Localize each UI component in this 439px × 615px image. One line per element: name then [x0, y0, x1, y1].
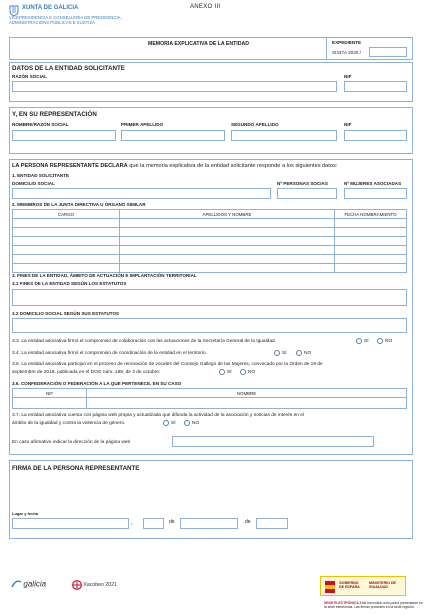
table-header-row — [13, 210, 407, 219]
s3-title: 3. FINES DE LA ENTIDAD, ÁMBITO DE ACTUACIÓN E IMPLANTACIÓN TERRITORIAL — [12, 273, 197, 278]
xacobeo-cross-icon — [72, 580, 82, 590]
escudo-espana-icon — [324, 580, 336, 594]
footer-note — [324, 601, 434, 610]
ministerio-text: MINISTERIO DE IGUALDAD — [369, 581, 396, 590]
s33-si-label: SÍ — [364, 339, 369, 344]
s37-text-line1: 3.7. La entidad asociativa cuenta con página web propia y actualizada que difunda la actividad de la asociación y noticias de interés en el — [12, 413, 305, 418]
col-fecha: FECHA NOMBRAMIENTO — [335, 210, 407, 219]
gobierno-logo — [320, 576, 406, 596]
s33-no-label: NO — [385, 339, 393, 344]
table-row[interactable] — [13, 219, 407, 228]
gobierno-text: GOBIERNO DE ESPAÑA — [339, 581, 360, 590]
representacion-nif-label: NIF — [344, 122, 352, 127]
entidad-nif-field[interactable] — [344, 81, 407, 92]
entidad-title: DATOS DE LA ENTIDAD SOLICITANTE — [12, 65, 125, 72]
de-label-2: de — [245, 519, 251, 525]
nombre-label: NOMBRE/RAZÓN SOCIAL — [12, 122, 69, 127]
razon-social-field[interactable] — [12, 81, 337, 92]
primer-apellido-field[interactable] — [121, 130, 225, 141]
s37-no-label: NO — [192, 421, 200, 426]
col-cargo: CARGO — [13, 210, 120, 219]
s34-no-radio[interactable] — [296, 350, 302, 356]
expediente-label: EXPEDIENTE — [332, 40, 362, 45]
nombre-field[interactable] — [12, 130, 116, 141]
segundo-apellido-field[interactable] — [231, 130, 337, 141]
s35-text-line1: 3.5. La entidad asociativa participó en el proceso de renovación de vocales del Consejo Gallego de las Mujeres, convocado por la Orden de 19 de — [12, 362, 323, 367]
table-row[interactable] — [13, 398, 407, 409]
table-row[interactable] — [13, 264, 407, 273]
firma-title: FIRMA DE LA PERSONA REPRESENTANTE — [12, 465, 140, 472]
representacion-title: Y, EN SU REPRESENTACIÓN — [12, 111, 97, 118]
logo-title: XUNTA DE GALICIA — [22, 5, 79, 11]
s35-si-radio[interactable] — [219, 369, 225, 375]
s35-text-line2: septiembre de 2018, publicada en el DOG núm. 189, de 3 de octubre: — [12, 370, 161, 375]
s32-title: 3.2 DOMICILIO SOCIAL SEGÚN SUS ESTATUTOS — [12, 311, 120, 316]
sede-electronica-label: SEDE ELECTRÓNICA — [324, 601, 359, 605]
personas-socias-field[interactable] — [277, 188, 337, 199]
table-row[interactable] — [13, 237, 407, 246]
col-apellidos: APELLIDOS Y NOMBRE — [120, 210, 335, 219]
s2-title: 2. MIEMBROS DE LA JUNTA DIRECTIVA U ÓRGANO SIMILAR — [12, 202, 146, 207]
s36-title: 3.6. CONFEDERACIÓN O FEDERACIÓN A LA QUE PERTENECE, EN SU CASO — [12, 381, 182, 386]
table-row[interactable] — [13, 255, 407, 264]
col-nombre: NOMBRE — [87, 389, 407, 398]
comma-label: , — [131, 520, 133, 526]
federacion-table — [12, 388, 407, 409]
de-label-1: de — [169, 519, 175, 525]
s33-si-radio[interactable] — [356, 338, 362, 344]
logo-subtitle-2: ADMINISTRACIÓNS PÚBLICAS E XUSTIZA — [9, 20, 95, 25]
mujeres-asociadas-label: Nº MUJERES ASOCIADAS — [344, 181, 402, 186]
logo-subtitle-1: VICEPRESIDENCIA E CONSELLERÍA DE PRESIDENCIA, — [9, 15, 122, 20]
xacobeo-text: Xacobeo 2021 — [83, 582, 117, 588]
mujeres-asociadas-field[interactable] — [344, 188, 407, 199]
razon-social-label: RAZÓN SOCIAL — [12, 74, 47, 79]
footer-note-line1: Este formulario sólo podrá presentarse en — [359, 601, 423, 605]
s35-no-radio[interactable] — [240, 369, 246, 375]
fines-field[interactable] — [12, 289, 407, 306]
web-label: En caso afirmativo indicar la dirección de la página web — [12, 440, 131, 445]
s34-si-label: SÍ — [282, 351, 287, 356]
s37-no-radio[interactable] — [184, 420, 190, 426]
s33-no-radio[interactable] — [377, 338, 383, 344]
lugar-field[interactable] — [12, 518, 129, 529]
s35-no-label: NO — [248, 370, 256, 375]
s1-title: 1. ENTIDAD SOLICITANTE — [12, 173, 70, 178]
s37-si-radio[interactable] — [163, 420, 169, 426]
s35-si-label: SÍ — [227, 370, 232, 375]
domicilio-social-label: DOMICILIO SOCIAL — [12, 181, 55, 186]
annex-label: ANEXO III — [190, 4, 221, 10]
entidad-nif-label: NIF — [344, 74, 352, 79]
galicia-logo-text: galicia — [23, 579, 47, 589]
s33-text: 3.3. La entidad asociativa firmó el compromiso de colaboración con las actuaciones de la Secretaría General de la Igualdad. — [12, 339, 276, 344]
domicilio-estatutos-field[interactable] — [12, 318, 407, 333]
anio-field[interactable] — [256, 518, 288, 529]
document-title: MEMORIA EXPLICATIVA DE LA ENTIDAD — [148, 41, 249, 47]
s34-si-radio[interactable] — [274, 350, 280, 356]
dia-field[interactable] — [143, 518, 164, 529]
web-address-field[interactable] — [172, 436, 374, 447]
col-nif: NIF — [13, 389, 87, 398]
representacion-nif-field[interactable] — [344, 130, 407, 141]
s31-title: 3.1 FINES DE LA ENTIDAD SEGÚN LOS ESTATUTOS — [12, 281, 127, 286]
junta-directiva-table — [12, 209, 407, 273]
xacobeo-logo — [72, 580, 117, 590]
s37-text-line2: ámbito de la igualdad y contra la violencia de género. — [12, 421, 126, 426]
declara-title — [12, 163, 337, 169]
s34-no-label: NO — [304, 351, 312, 356]
galicia-logo — [10, 578, 46, 592]
declara-title-bold: LA PERSONA REPRESENTANTE DECLARA — [12, 163, 128, 169]
segundo-apellido-label: SEGUNDO APELLIDO — [231, 122, 279, 127]
table-row[interactable] — [13, 228, 407, 237]
mes-field[interactable] — [180, 518, 238, 529]
table-header-row — [13, 389, 407, 398]
galicia-swoosh-icon — [10, 578, 22, 590]
lugar-fecha-label: Lugar y fecha — [12, 511, 39, 516]
expediente-number-field[interactable] — [369, 47, 407, 57]
domicilio-social-field[interactable] — [12, 188, 271, 199]
expediente-value: SI437A 2020 / — [332, 50, 361, 55]
primer-apellido-label: PRIMER APELLIDO — [121, 122, 164, 127]
s37-si-label: SÍ — [171, 421, 176, 426]
personas-socias-label: Nº PERSONAS SOCIAS — [277, 181, 328, 186]
footer-note-line2: la sede electrónica. Las firmas proceden en la sede registro. — [324, 605, 415, 610]
declara-title-rest: que la memoria explicativa de la entidad solicitante responde a los siguientes datos: — [127, 163, 338, 169]
s34-text: 3.4. La entidad asociativa firmó el compromiso de coordinación de la entidad en el territorio. — [12, 351, 207, 356]
table-row[interactable] — [13, 246, 407, 255]
